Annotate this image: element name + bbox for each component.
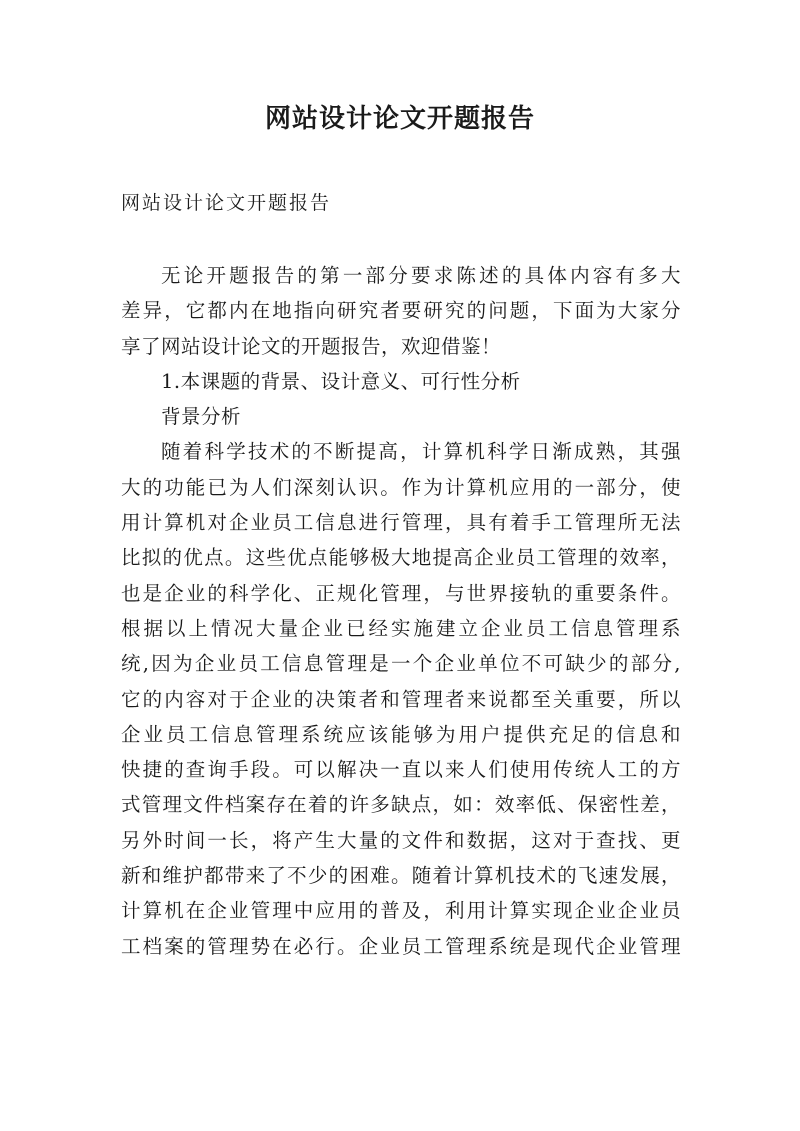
body-line: 大的功能已为人们深刻认识。作为计算机应用的一部分，使 <box>121 475 681 499</box>
body-line: 它的内容对于企业的决策者和管理者来说都至关重要，所以 <box>121 687 681 711</box>
document-title: 网站设计论文开题报告 <box>264 104 535 134</box>
intro-line: 无论开题报告的第一部分要求陈述的具体内容有多大 <box>161 264 681 287</box>
body-line: 根据以上情况大量企业已经实施建立企业员工信息管理系 <box>121 616 681 640</box>
body-line: 比拟的优点。这些优点能够极大地提高企业员工管理的效率， <box>121 546 681 570</box>
document-body <box>121 258 681 964</box>
section-heading: 1.本课题的背景、设计意义、可行性分析 <box>161 369 521 393</box>
intro-line: 差异，它都内在地指向研究者要研究的问题，下面为大家分 <box>121 299 681 323</box>
body-line: 另外时间一长，将产生大量的文件和数据，这对于查找、更 <box>121 828 681 852</box>
body-line: 式管理文件档案存在着的许多缺点，如：效率低、保密性差， <box>121 793 681 817</box>
body-line: 企业员工信息管理系统应该能够为用户提供充足的信息和 <box>121 722 681 746</box>
document-subtitle: 网站设计论文开题报告 <box>121 192 332 214</box>
body-line: 随着科学技术的不断提高，计算机科学日渐成熟，其强 <box>161 440 681 464</box>
body-line: 快捷的查询手段。可以解决一直以来人们使用传统人工的方 <box>121 758 681 782</box>
body-line: 工档案的管理势在必行。企业员工管理系统是现代企业管理 <box>121 934 681 958</box>
body-line: 用计算机对企业员工信息进行管理，具有着手工管理所无法 <box>121 511 681 535</box>
body-line: 统,因为企业员工信息管理是一个企业单位不可缺少的部分, <box>121 652 681 676</box>
body-line: 新和维护都带来了不少的困难。随着计算机技术的飞速发展， <box>121 864 681 888</box>
body-line: 也是企业的科学化、正规化管理，与世界接轨的重要条件。 <box>121 581 681 605</box>
subsection-heading: 背景分析 <box>161 405 242 429</box>
intro-line: 享了网站设计论文的开题报告，欢迎借鉴！ <box>121 334 502 358</box>
body-line: 计算机在企业管理中应用的普及，利用计算实现企业企业员 <box>121 899 681 923</box>
